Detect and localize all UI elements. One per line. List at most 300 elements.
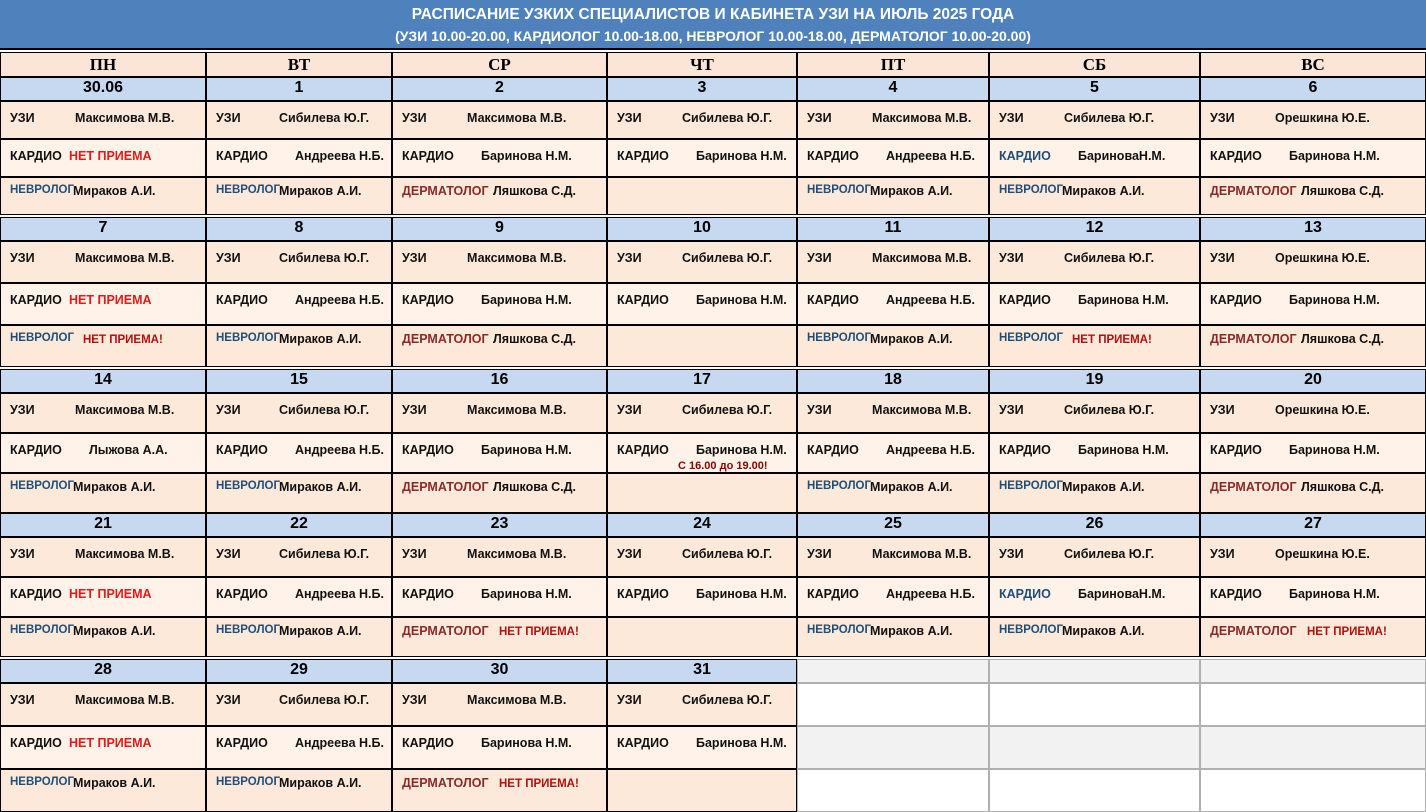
specialty-label: УЗИ bbox=[216, 403, 241, 417]
day-date: 18 bbox=[797, 369, 989, 393]
weekday-header: ЧТ bbox=[607, 52, 797, 77]
appointment-slot[interactable] bbox=[392, 726, 607, 769]
appointment-slot[interactable] bbox=[797, 473, 989, 513]
appointment-slot[interactable] bbox=[392, 683, 607, 726]
appointment-slot[interactable] bbox=[797, 241, 989, 283]
empty-cell bbox=[1200, 659, 1426, 683]
doctor-name: Мираков А.И. bbox=[73, 480, 156, 494]
specialty-label: НЕВРОЛОГ bbox=[999, 624, 1063, 636]
day-date: 15 bbox=[206, 369, 392, 393]
appointment-slot[interactable] bbox=[1200, 433, 1426, 473]
doctor-name: Орешкина Ю.Е. bbox=[1275, 251, 1370, 265]
appointment-slot[interactable] bbox=[797, 617, 989, 657]
appointment-slot[interactable] bbox=[989, 325, 1200, 367]
doctor-name: Максимова М.В. bbox=[467, 111, 567, 125]
doctor-name: Мираков А.И. bbox=[279, 624, 362, 638]
specialty-label: УЗИ bbox=[617, 547, 642, 561]
doctor-name: Баринова Н.М. bbox=[481, 149, 572, 163]
specialty-label: УЗИ bbox=[402, 251, 427, 265]
doctor-name: Мираков А.И. bbox=[73, 184, 156, 198]
appointment-slot[interactable] bbox=[206, 101, 392, 139]
specialty-label: ДЕРМАТОЛОГ bbox=[1210, 480, 1297, 494]
doctor-name: Мираков А.И. bbox=[73, 624, 156, 638]
doctor-name: Баринова Н.М. bbox=[1078, 293, 1169, 307]
specialty-label: КАРДИО bbox=[1210, 443, 1262, 457]
day-date: 22 bbox=[206, 513, 392, 537]
doctor-name: Мираков А.И. bbox=[870, 624, 953, 638]
day-date: 19 bbox=[989, 369, 1200, 393]
specialty-label: УЗИ bbox=[402, 547, 427, 561]
appointment-slot[interactable] bbox=[392, 537, 607, 577]
doctor-name: Сибилева Ю.Г. bbox=[1064, 111, 1155, 125]
appointment-slot[interactable] bbox=[989, 433, 1200, 473]
doctor-name: Сибилева Ю.Г. bbox=[1064, 547, 1155, 561]
day-date: 1 bbox=[206, 77, 392, 101]
specialty-label: УЗИ bbox=[1210, 111, 1235, 125]
doctor-name: Сибилева Ю.Г. bbox=[682, 547, 773, 561]
empty-cell bbox=[1200, 769, 1426, 812]
appointment-slot[interactable] bbox=[607, 617, 797, 657]
specialty-label: ДЕРМАТОЛОГ bbox=[1210, 184, 1297, 198]
schedule-title: РАСПИСАНИЕ УЗКИХ СПЕЦИАЛИСТОВ И КАБИНЕТА УЗИ НА ИЮЛЬ 2025 ГОДА bbox=[411, 6, 1015, 23]
day-date: 25 bbox=[797, 513, 989, 537]
specialty-label: УЗИ bbox=[1210, 403, 1235, 417]
doctor-name: Андреева Н.Б. bbox=[295, 293, 384, 307]
appointment-slot[interactable] bbox=[607, 769, 797, 812]
appointment-slot[interactable] bbox=[989, 283, 1200, 325]
specialty-label: КАРДИО bbox=[402, 443, 454, 457]
specialty-label: КАРДИО bbox=[216, 149, 268, 163]
appointment-slot[interactable] bbox=[392, 577, 607, 617]
day-date: 9 bbox=[392, 217, 607, 241]
appointment-slot[interactable] bbox=[206, 537, 392, 577]
empty-cell bbox=[797, 726, 989, 769]
specialty-label: НЕВРОЛОГ bbox=[216, 184, 280, 196]
day-date: 30 bbox=[392, 659, 607, 683]
appointment-slot[interactable] bbox=[1200, 393, 1426, 433]
doctor-name: Андреева Н.Б. bbox=[295, 149, 384, 163]
appointment-slot[interactable] bbox=[989, 241, 1200, 283]
specialty-label: УЗИ bbox=[617, 111, 642, 125]
appointment-slot[interactable] bbox=[607, 177, 797, 215]
doctor-name: Мираков А.И. bbox=[1062, 184, 1145, 198]
specialty-label: УЗИ bbox=[216, 251, 241, 265]
day-date: 26 bbox=[989, 513, 1200, 537]
day-date: 16 bbox=[392, 369, 607, 393]
doctor-name: Баринова Н.М. bbox=[1289, 587, 1380, 601]
weekday-header: СР bbox=[392, 52, 607, 77]
specialty-label: КАРДИО bbox=[216, 587, 268, 601]
appointment-slot[interactable] bbox=[1200, 139, 1426, 177]
appointment-slot[interactable] bbox=[607, 101, 797, 139]
specialty-label: НЕВРОЛОГ bbox=[807, 332, 871, 344]
doctor-name: Максимова М.В. bbox=[467, 547, 567, 561]
specialty-label: УЗИ bbox=[216, 547, 241, 561]
doctor-name: Баринова Н.М. bbox=[481, 587, 572, 601]
specialty-label: НЕВРОЛОГ bbox=[999, 332, 1063, 344]
specialty-label: УЗИ bbox=[1210, 547, 1235, 561]
appointment-slot[interactable] bbox=[797, 433, 989, 473]
appointment-slot[interactable] bbox=[206, 241, 392, 283]
day-date: 11 bbox=[797, 217, 989, 241]
appointment-slot[interactable] bbox=[0, 769, 206, 812]
specialty-label: КАРДИО bbox=[216, 443, 268, 457]
appointment-slot[interactable] bbox=[607, 325, 797, 367]
specialty-label: УЗИ bbox=[10, 251, 35, 265]
doctor-name: Максимова М.В. bbox=[872, 547, 972, 561]
appointment-slot[interactable] bbox=[392, 177, 607, 215]
specialty-label: КАРДИО bbox=[402, 736, 454, 750]
specialty-label: КАРДИО bbox=[402, 149, 454, 163]
no-appointment-text: НЕТ ПРИЕМА! bbox=[1072, 334, 1152, 346]
appointment-slot[interactable] bbox=[607, 473, 797, 513]
appointment-slot[interactable] bbox=[0, 101, 206, 139]
appointment-slot[interactable] bbox=[1200, 617, 1426, 657]
doctor-name: Ляшкова С.Д. bbox=[1301, 480, 1385, 494]
specialty-label: ДЕРМАТОЛОГ bbox=[402, 776, 489, 790]
doctor-name: БариноваН.М. bbox=[1078, 587, 1166, 601]
appointment-slot[interactable] bbox=[206, 393, 392, 433]
appointment-slot[interactable] bbox=[607, 139, 797, 177]
no-appointment-text: НЕТ ПРИЕМА! bbox=[499, 778, 579, 790]
day-date: 2 bbox=[392, 77, 607, 101]
doctor-name: Сибилева Ю.Г. bbox=[279, 403, 370, 417]
appointment-slot[interactable] bbox=[392, 433, 607, 473]
appointment-slot[interactable] bbox=[392, 473, 607, 513]
doctor-name: Баринова Н.М. bbox=[1289, 293, 1380, 307]
doctor-name: Лыжова А.А. bbox=[89, 443, 168, 457]
specialty-label: КАРДИО bbox=[10, 587, 62, 601]
appointment-slot[interactable] bbox=[206, 617, 392, 657]
specialty-label: УЗИ bbox=[999, 547, 1024, 561]
appointment-slot[interactable] bbox=[1200, 283, 1426, 325]
doctor-name: Максимова М.В. bbox=[75, 251, 175, 265]
appointment-slot[interactable] bbox=[989, 537, 1200, 577]
doctor-name: Мираков А.И. bbox=[279, 332, 362, 346]
doctor-name: Баринова Н.М. bbox=[696, 443, 787, 457]
specialty-label: ДЕРМАТОЛОГ bbox=[402, 332, 489, 346]
day-date: 29 bbox=[206, 659, 392, 683]
appointment-slot[interactable] bbox=[0, 537, 206, 577]
specialty-label: УЗИ bbox=[807, 547, 832, 561]
doctor-name: Максимова М.В. bbox=[872, 251, 972, 265]
doctor-name: Максимова М.В. bbox=[872, 111, 972, 125]
no-appointment-text: НЕТ ПРИЕМА bbox=[69, 149, 152, 163]
no-appointment-text: НЕТ ПРИЕМА bbox=[69, 293, 152, 307]
appointment-slot[interactable] bbox=[0, 241, 206, 283]
appointment-slot[interactable] bbox=[392, 617, 607, 657]
doctor-name: БариноваН.М. bbox=[1078, 149, 1166, 163]
appointment-slot[interactable] bbox=[206, 473, 392, 513]
specialty-label: КАРДИО bbox=[807, 587, 859, 601]
weekday-header: ПН bbox=[0, 52, 206, 77]
doctor-name: Баринова Н.М. bbox=[481, 736, 572, 750]
appointment-slot[interactable] bbox=[1200, 325, 1426, 367]
specialty-label: КАРДИО bbox=[10, 293, 62, 307]
appointment-slot[interactable] bbox=[392, 325, 607, 367]
day-date: 30.06 bbox=[0, 77, 206, 101]
doctor-name: Мираков А.И. bbox=[1062, 624, 1145, 638]
doctor-name: Максимова М.В. bbox=[467, 251, 567, 265]
day-date: 31 bbox=[607, 659, 797, 683]
doctor-name: Максимова М.В. bbox=[75, 693, 175, 707]
day-date: 6 bbox=[1200, 77, 1426, 101]
specialty-label: НЕВРОЛОГ bbox=[10, 776, 74, 788]
appointment-slot[interactable] bbox=[206, 577, 392, 617]
doctor-name: Баринова Н.М. bbox=[1289, 443, 1380, 457]
specialty-label: КАРДИО bbox=[617, 587, 669, 601]
specialty-label: КАРДИО bbox=[999, 443, 1051, 457]
specialty-label: КАРДИО bbox=[617, 736, 669, 750]
appointment-slot[interactable] bbox=[607, 726, 797, 769]
appointment-slot[interactable] bbox=[797, 283, 989, 325]
specialty-label: НЕВРОЛОГ bbox=[216, 480, 280, 492]
appointment-slot[interactable] bbox=[797, 325, 989, 367]
appointment-slot[interactable] bbox=[607, 537, 797, 577]
appointment-slot[interactable] bbox=[989, 177, 1200, 215]
specialty-label: КАРДИО bbox=[10, 149, 62, 163]
specialty-label: ДЕРМАТОЛОГ bbox=[1210, 332, 1297, 346]
doctor-name: Максимова М.В. bbox=[467, 403, 567, 417]
specialty-label: ДЕРМАТОЛОГ bbox=[402, 184, 489, 198]
appointment-slot[interactable] bbox=[607, 283, 797, 325]
appointment-slot[interactable] bbox=[0, 433, 206, 473]
specialty-label: КАРДИО bbox=[1210, 587, 1262, 601]
specialty-label: УЗИ bbox=[617, 251, 642, 265]
specialty-label: УЗИ bbox=[402, 111, 427, 125]
doctor-name: Орешкина Ю.Е. bbox=[1275, 111, 1370, 125]
day-date: 4 bbox=[797, 77, 989, 101]
specialty-label: ДЕРМАТОЛОГ bbox=[402, 624, 489, 638]
day-date: 8 bbox=[206, 217, 392, 241]
appointment-slot[interactable] bbox=[392, 769, 607, 812]
specialty-label: КАРДИО bbox=[617, 443, 669, 457]
specialty-label: УЗИ bbox=[10, 111, 35, 125]
doctor-name: Андреева Н.Б. bbox=[295, 443, 384, 457]
specialty-label: УЗИ bbox=[807, 251, 832, 265]
appointment-slot[interactable] bbox=[206, 283, 392, 325]
doctor-name: Баринова Н.М. bbox=[696, 149, 787, 163]
appointment-slot[interactable] bbox=[0, 683, 206, 726]
specialty-label: КАРДИО bbox=[617, 293, 669, 307]
doctor-name: Андреева Н.Б. bbox=[886, 149, 975, 163]
appointment-slot[interactable] bbox=[797, 101, 989, 139]
appointment-slot[interactable] bbox=[0, 473, 206, 513]
appointment-slot[interactable] bbox=[989, 393, 1200, 433]
doctor-name: Максимова М.В. bbox=[872, 403, 972, 417]
appointment-slot[interactable] bbox=[392, 393, 607, 433]
appointment-slot[interactable] bbox=[989, 101, 1200, 139]
specialty-label: УЗИ bbox=[216, 693, 241, 707]
appointment-slot[interactable] bbox=[0, 283, 206, 325]
day-date: 5 bbox=[989, 77, 1200, 101]
specialty-label: КАРДИО bbox=[402, 587, 454, 601]
specialty-label: НЕВРОЛОГ bbox=[807, 480, 871, 492]
specialty-label: НЕВРОЛОГ bbox=[10, 184, 74, 196]
specialty-label: КАРДИО bbox=[1210, 149, 1262, 163]
day-date: 23 bbox=[392, 513, 607, 537]
schedule-hours-subtitle: (УЗИ 10.00-20.00, КАРДИОЛОГ 10.00-18.00, НЕВРОЛОГ 10.00-18.00, ДЕРМАТОЛОГ 10.00-20.00) bbox=[395, 28, 1031, 44]
appointment-slot[interactable] bbox=[0, 726, 206, 769]
specialty-label: КАРДИО bbox=[1210, 293, 1262, 307]
empty-cell bbox=[989, 726, 1200, 769]
specialty-label: УЗИ bbox=[216, 111, 241, 125]
day-date: 3 bbox=[607, 77, 797, 101]
appointment-slot[interactable] bbox=[206, 683, 392, 726]
appointment-slot[interactable] bbox=[392, 283, 607, 325]
doctor-name: Сибилева Ю.Г. bbox=[1064, 403, 1155, 417]
appointment-slot[interactable] bbox=[607, 241, 797, 283]
day-date: 21 bbox=[0, 513, 206, 537]
appointment-slot[interactable] bbox=[392, 101, 607, 139]
empty-cell bbox=[989, 769, 1200, 812]
doctor-name: Орешкина Ю.Е. bbox=[1275, 403, 1370, 417]
specialty-label: КАРДИО bbox=[807, 443, 859, 457]
empty-cell bbox=[797, 659, 989, 683]
appointment-slot[interactable] bbox=[1200, 241, 1426, 283]
doctor-name: Сибилева Ю.Г. bbox=[279, 693, 370, 707]
specialty-label: УЗИ bbox=[1210, 251, 1235, 265]
day-date: 14 bbox=[0, 369, 206, 393]
specialty-label: УЗИ bbox=[999, 403, 1024, 417]
appointment-slot[interactable] bbox=[989, 139, 1200, 177]
appointment-slot[interactable] bbox=[607, 683, 797, 726]
specialty-label: КАРДИО bbox=[10, 736, 62, 750]
appointment-slot[interactable] bbox=[607, 393, 797, 433]
doctor-name: Ляшкова С.Д. bbox=[1301, 332, 1385, 346]
doctor-name: Сибилева Ю.Г. bbox=[682, 403, 773, 417]
specialty-label: УЗИ bbox=[807, 111, 832, 125]
specialty-label: НЕВРОЛОГ bbox=[216, 332, 280, 344]
doctor-name: Мираков А.И. bbox=[279, 480, 362, 494]
weekday-header: ВТ bbox=[206, 52, 392, 77]
empty-cell bbox=[1200, 683, 1426, 726]
doctor-name: Баринова Н.М. bbox=[1289, 149, 1380, 163]
day-date: 17 bbox=[607, 369, 797, 393]
doctor-name: Сибилева Ю.Г. bbox=[1064, 251, 1155, 265]
appointment-slot[interactable] bbox=[0, 577, 206, 617]
appointment-slot[interactable] bbox=[797, 139, 989, 177]
day-date: 13 bbox=[1200, 217, 1426, 241]
specialty-label: КАРДИО bbox=[10, 443, 62, 457]
appointment-slot[interactable] bbox=[0, 325, 206, 367]
specialty-label: КАРДИО bbox=[617, 149, 669, 163]
specialty-label: УЗИ bbox=[999, 111, 1024, 125]
specialty-label: НЕВРОЛОГ bbox=[807, 624, 871, 636]
appointment-slot[interactable] bbox=[206, 139, 392, 177]
appointment-slot[interactable] bbox=[392, 139, 607, 177]
appointment-slot[interactable] bbox=[797, 393, 989, 433]
doctor-name: Андреева Н.Б. bbox=[886, 293, 975, 307]
appointment-slot[interactable] bbox=[1200, 537, 1426, 577]
specialty-label: НЕВРОЛОГ bbox=[807, 184, 871, 196]
doctor-name: Ляшкова С.Д. bbox=[1301, 184, 1385, 198]
appointment-slot[interactable] bbox=[1200, 101, 1426, 139]
doctor-name: Мираков А.И. bbox=[870, 184, 953, 198]
specialty-label: УЗИ bbox=[999, 251, 1024, 265]
specialty-label: НЕВРОЛОГ bbox=[216, 776, 280, 788]
appointment-slot[interactable] bbox=[0, 177, 206, 215]
day-date: 7 bbox=[0, 217, 206, 241]
appointment-slot[interactable] bbox=[0, 393, 206, 433]
doctor-name: Мираков А.И. bbox=[279, 184, 362, 198]
appointment-slot[interactable] bbox=[607, 577, 797, 617]
no-appointment-text: НЕТ ПРИЕМА! bbox=[83, 334, 163, 346]
specialty-label: УЗИ bbox=[10, 547, 35, 561]
appointment-slot[interactable] bbox=[392, 241, 607, 283]
appointment-slot[interactable] bbox=[206, 769, 392, 812]
appointment-slot[interactable] bbox=[989, 473, 1200, 513]
doctor-name: Ляшкова С.Д. bbox=[493, 332, 577, 346]
specialty-label: УЗИ bbox=[617, 693, 642, 707]
appointment-slot[interactable] bbox=[206, 325, 392, 367]
specialty-label: ДЕРМАТОЛОГ bbox=[402, 480, 489, 494]
appointment-slot[interactable] bbox=[797, 537, 989, 577]
doctor-name: Сибилева Ю.Г. bbox=[682, 693, 773, 707]
weekday-header: СБ bbox=[989, 52, 1200, 77]
specialty-label: КАРДИО bbox=[807, 293, 859, 307]
specialty-label: УЗИ bbox=[10, 693, 35, 707]
empty-cell bbox=[989, 683, 1200, 726]
empty-cell bbox=[1200, 726, 1426, 769]
appointment-slot[interactable] bbox=[797, 177, 989, 215]
specialty-label: УЗИ bbox=[807, 403, 832, 417]
appointment-slot[interactable] bbox=[607, 433, 797, 473]
appointment-slot[interactable] bbox=[1200, 577, 1426, 617]
doctor-name: Сибилева Ю.Г. bbox=[682, 251, 773, 265]
doctor-name: Андреева Н.Б. bbox=[886, 443, 975, 457]
specialty-label: НЕВРОЛОГ bbox=[10, 480, 74, 492]
appointment-slot[interactable] bbox=[0, 139, 206, 177]
doctor-name: Андреева Н.Б. bbox=[295, 587, 384, 601]
specialty-label: УЗИ bbox=[402, 403, 427, 417]
doctor-name: Максимова М.В. bbox=[467, 693, 567, 707]
appointment-slot[interactable] bbox=[0, 617, 206, 657]
appointment-slot[interactable] bbox=[1200, 177, 1426, 215]
day-date: 20 bbox=[1200, 369, 1426, 393]
specialty-label: УЗИ bbox=[617, 403, 642, 417]
specialty-label: КАРДИО bbox=[216, 293, 268, 307]
doctor-name: Баринова Н.М. bbox=[1078, 443, 1169, 457]
doctor-name: Сибилева Ю.Г. bbox=[279, 547, 370, 561]
doctor-name: Мираков А.И. bbox=[870, 480, 953, 494]
doctor-name: Сибилева Ю.Г. bbox=[279, 251, 370, 265]
specialty-label: УЗИ bbox=[10, 403, 35, 417]
appointment-slot[interactable] bbox=[206, 726, 392, 769]
doctor-name: Андреева Н.Б. bbox=[295, 736, 384, 750]
no-appointment-text: НЕТ ПРИЕМА bbox=[69, 736, 152, 750]
empty-cell bbox=[989, 659, 1200, 683]
weekday-header: ПТ bbox=[797, 52, 989, 77]
doctor-name: Мираков А.И. bbox=[279, 776, 362, 790]
doctor-name: Баринова Н.М. bbox=[481, 293, 572, 307]
appointment-slot[interactable] bbox=[1200, 473, 1426, 513]
appointment-slot[interactable] bbox=[989, 617, 1200, 657]
doctor-name: Сибилева Ю.Г. bbox=[279, 111, 370, 125]
specialty-label: УЗИ bbox=[402, 693, 427, 707]
appointment-slot[interactable] bbox=[989, 577, 1200, 617]
appointment-slot[interactable] bbox=[797, 577, 989, 617]
appointment-slot[interactable] bbox=[206, 433, 392, 473]
doctor-name: Андреева Н.Б. bbox=[886, 587, 975, 601]
specialty-label: КАРДИО bbox=[999, 293, 1051, 307]
doctor-name: Мираков А.И. bbox=[870, 332, 953, 346]
no-appointment-text: НЕТ ПРИЕМА! bbox=[1307, 626, 1387, 638]
appointment-slot[interactable] bbox=[206, 177, 392, 215]
specialty-label: НЕВРОЛОГ bbox=[10, 624, 74, 636]
doctor-name: Баринова Н.М. bbox=[696, 736, 787, 750]
specialty-label: КАРДИО bbox=[999, 149, 1051, 163]
